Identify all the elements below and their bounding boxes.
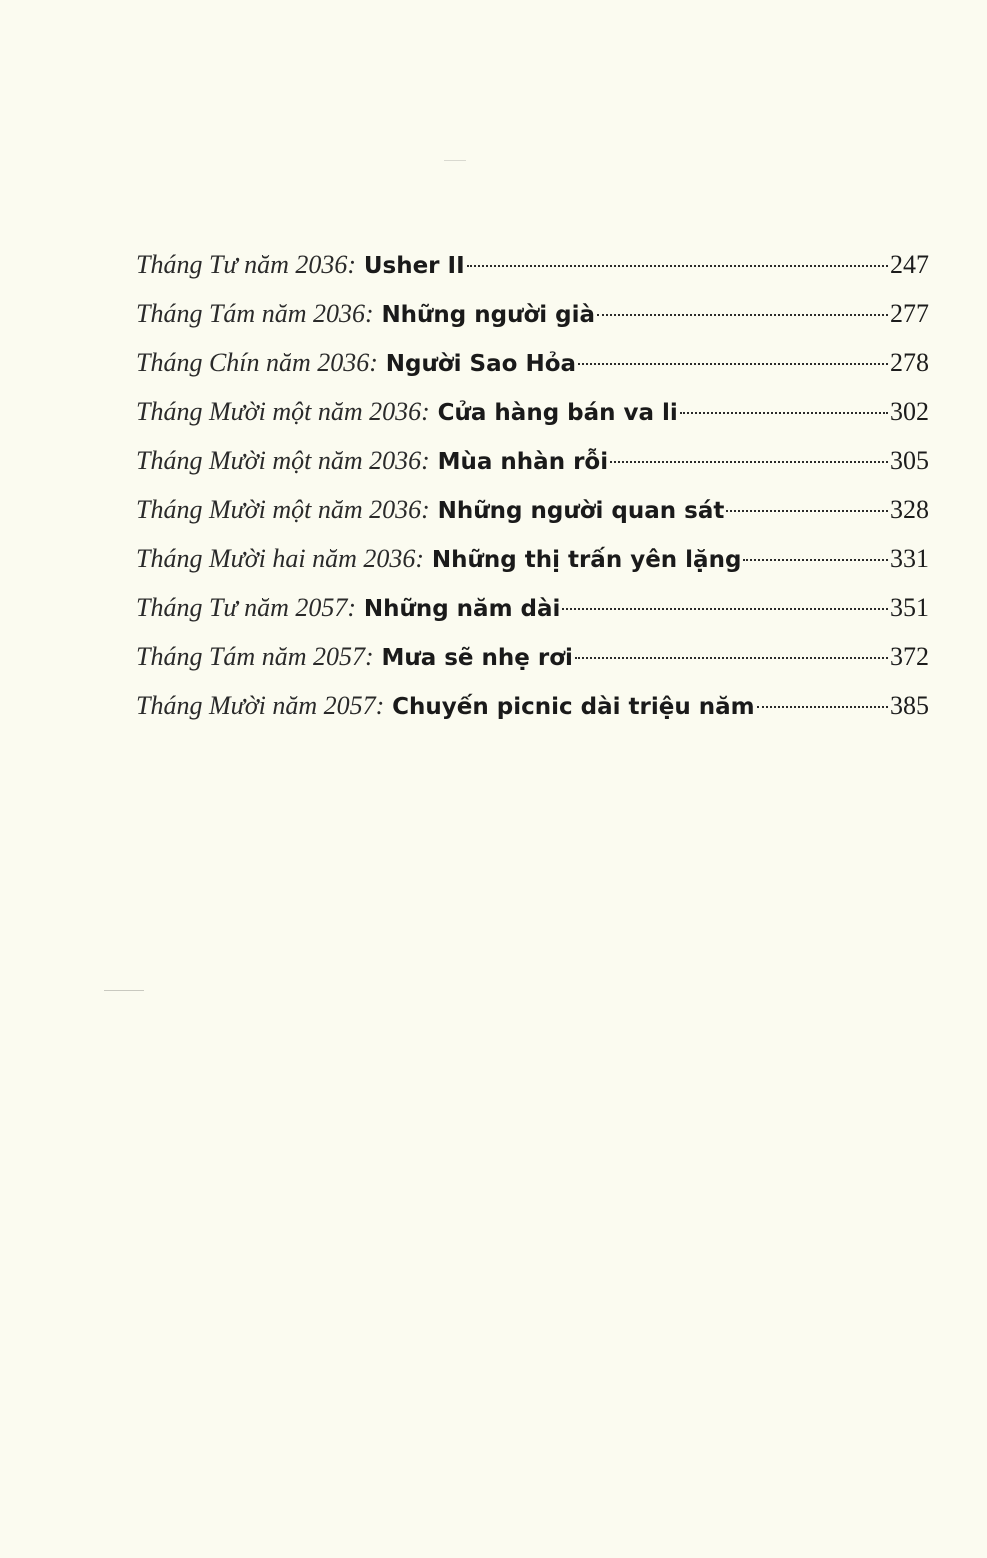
toc-entry-title: Những thị trấn yên lặng — [431, 547, 742, 573]
dot-leader — [467, 265, 888, 267]
toc-entry-page: 247 — [890, 250, 929, 279]
dot-leader — [757, 706, 888, 708]
toc-entry[interactable] — [136, 632, 929, 681]
toc-entry-title: Những năm dài — [363, 596, 561, 622]
toc-entry-page: 277 — [890, 299, 929, 328]
toc-entry-page: 302 — [890, 397, 929, 426]
toc-entry-title: Những người quan sát — [437, 498, 725, 524]
toc-entry-title: Những người già — [381, 302, 596, 328]
toc-entry[interactable] — [136, 485, 929, 534]
dot-leader — [680, 412, 888, 414]
toc-entry-date: Tháng Tám năm 2036: — [136, 299, 374, 328]
toc-entry[interactable] — [136, 240, 929, 289]
toc-entry-date: Tháng Mười năm 2057: — [136, 691, 385, 720]
toc-entry-title: Usher II — [363, 253, 465, 279]
toc-entry-page: 328 — [890, 495, 929, 524]
toc-entry-date: Tháng Mười một năm 2036: — [136, 446, 430, 475]
toc-entry-title: Chuyến picnic dài triệu năm — [392, 694, 755, 720]
toc-entry-page: 351 — [890, 593, 929, 622]
toc-entry-title: Mùa nhàn rỗi — [437, 449, 609, 475]
dot-leader — [562, 608, 888, 610]
toc-entry-title: Cửa hàng bán va li — [437, 400, 678, 426]
toc-entry-date: Tháng Mười hai năm 2036: — [136, 544, 425, 573]
toc-entry-date: Tháng Tám năm 2057: — [136, 642, 374, 671]
toc-entry[interactable] — [136, 387, 929, 436]
toc-entry-page: 305 — [890, 446, 929, 475]
toc-entry-title: Người Sao Hỏa — [385, 351, 577, 377]
page-mark — [104, 990, 144, 991]
page-mark — [444, 160, 466, 161]
toc-entry-title: Mưa sẽ nhẹ rơi — [381, 645, 573, 671]
toc-entry-date: Tháng Mười một năm 2036: — [136, 397, 430, 426]
dot-leader — [597, 314, 888, 316]
toc-entry-date: Tháng Mười một năm 2036: — [136, 495, 430, 524]
toc-entry[interactable] — [136, 534, 929, 583]
toc-entry-date: Tháng Tư năm 2057: — [136, 593, 357, 622]
dot-leader — [575, 657, 888, 659]
toc-entry-date: Tháng Chín năm 2036: — [136, 348, 378, 377]
toc-entry[interactable] — [136, 289, 929, 338]
toc-entry[interactable] — [136, 583, 929, 632]
toc-entry[interactable] — [136, 436, 929, 485]
dot-leader — [578, 363, 888, 365]
toc-entry-page: 331 — [890, 544, 929, 573]
dot-leader — [726, 510, 888, 512]
toc-entry-page: 372 — [890, 642, 929, 671]
toc-entry[interactable] — [136, 338, 929, 387]
toc-entry-page: 278 — [890, 348, 929, 377]
toc-entry[interactable] — [136, 681, 929, 730]
table-of-contents — [136, 240, 929, 730]
toc-entry-page: 385 — [890, 691, 929, 720]
toc-entry-date: Tháng Tư năm 2036: — [136, 250, 357, 279]
dot-leader — [610, 461, 888, 463]
dot-leader — [743, 559, 888, 561]
